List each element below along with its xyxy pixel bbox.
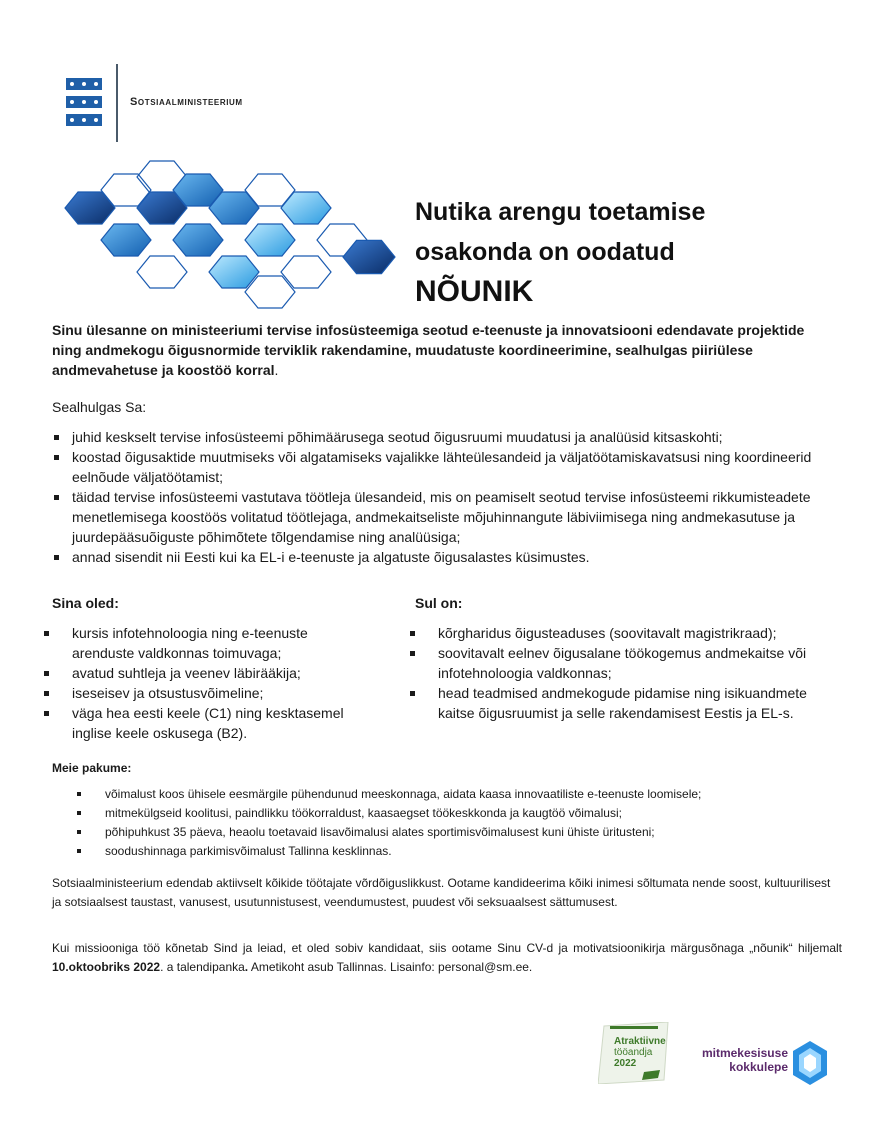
apply-dot: . [244,960,249,974]
list-item: juhid keskselt tervise infosüsteemi põhimäärusega seotud õigusruumi muudatusi ja analüüsid kitsaskohti; [52,427,832,447]
job-title [415,192,845,312]
equality-statement: Sotsiaalministeerium edendab aktiivselt kõikide töötajate võrdõiguslikkust. Ootame kandideerima kõiki inimesi sõltumata nende soost, kultuurilisest ja sotsiaalsest taustast, vanusest, usutunnistusest, veendumustest, puudest või seksuaalsest sättumusest. [52,876,831,909]
list-item: täidad tervise infosüsteemi vastutava töötleja ülesandeid, mis on peamiselt seotud tervise infosüsteemi rikkumisteadete menetlemisega koostöös volitatud töötlejaga, andmekaitseliste mõjuhinnangute läbiviimisega ning andmekasutuse ja juurdepääsuõiguste põhimõtete tõlgendamise ning analüüsiga; [52,487,832,547]
employer-line2: tööandja [614,1047,653,1058]
list-item: avatud suhtleja ja veenev läbirääkija; [42,663,362,683]
title-line2: osakonda on oodatud [415,238,675,266]
list-item: väga hea eesti keele (C1) ning kesktasemel inglise keele oskusega (B2). [42,703,362,743]
ministry-logo [62,64,322,144]
you-are-list [42,623,362,743]
list-item: soovitavalt eelnev õigusalane töökogemus andmekaitse või infotehnoloogia valdkonnas; [408,643,828,683]
apply-text-2: . a talendipanka [160,960,245,974]
offer-list [75,785,835,861]
list-item: koostad õigusaktide muutmiseks või algatamiseks vajalikke lähteülesandeid ja väljatöötamiskavatsusi ning koordineerid eelnõude väljatöötamist; [52,447,832,487]
diversity-line1: mitmekesisuse [701,1046,788,1060]
coat-of-arms-icon [62,74,106,130]
logo-divider [116,64,118,142]
application-info [52,939,842,977]
apply-text-1: Kui missiooniga töö kõnetab Sind ja leiad, et oled sobiv kandidaat, siis ootame Sinu CV-d ja motivatsioonikirja märgusõnaga „nõunik“ hiljemalt [52,941,842,955]
position-name: NÕUNIK [415,275,534,308]
duties-heading: Sealhulgas Sa: [52,399,147,415]
ministry-name: Sotsiaalministeerium [130,96,243,108]
attractive-employer-text [614,1036,666,1069]
list-item: soodushinnaga parkimisvõimalust Tallinna kesklinnas. [75,842,835,861]
list-item: võimalust koos ühisele eesmärgile pühendunud meeskonnaga, aidata kaasa innovaatiliste e-teenuste loomisele; [75,785,835,804]
job-summary-text: Sinu ülesanne on ministeeriumi tervise infosüsteemiga seotud e-teenuste ja innovatsiooni edendavate projektide ning andmekogu õigusnormide terviklik rakendamine, muudatuste koordineerimine, sealhulgas piiriülese andmevahetuse ja koostöö korral [52,322,805,378]
you-have-heading: Sul on: [415,595,463,611]
you-have-list [408,623,828,723]
employer-year: 2022 [614,1058,637,1069]
list-item: kursis infotehnoloogia ning e-teenuste arenduste valdkonnas toimuvaga; [42,623,362,663]
diversity-line2: kokkulepe [729,1060,788,1074]
job-summary [52,320,832,380]
employer-line1: Atraktiivne [614,1036,666,1047]
diversity-charter-text [688,1046,788,1074]
you-are-heading: Sina oled: [52,595,119,611]
deadline: 10.oktoobriks 2022 [52,960,161,974]
title-line1: Nutika arengu toetamise [415,198,706,226]
list-item: head teadmised andmekogude pidamise ning isikuandmete kaitse õigusruumist ja selle rakendamisest Eestis ja EL-s. [408,683,828,723]
list-item: mitmekülgseid koolitusi, paindlikku töökorraldust, kaasaegset töökeskkonda ja kaugtöö võimalusi; [75,804,835,823]
diversity-charter-icon [792,1040,828,1086]
duties-list [52,427,832,567]
list-item: põhipuhkust 35 päeva, heaolu toetavaid lisavõimalusi alates sportimisvõimalusest kuni ühiste üritusteni; [75,823,835,842]
job-summary-end: . [274,362,279,378]
list-item: annad sisendit nii Eesti kui ka EL-i e-teenuste ja algatuste õigusalastes küsimustes. [52,547,832,567]
hexagon-graphic [52,155,397,315]
list-item: kõrgharidus õigusteaduses (soovitavalt magistrikraad); [408,623,828,643]
offer-heading: Meie pakume: [52,761,132,775]
list-item: iseseisev ja otsustusvõimeline; [42,683,362,703]
apply-text-3: Ametikoht asub Tallinnas. Lisainfo: personal@sm.ee. [248,960,533,974]
